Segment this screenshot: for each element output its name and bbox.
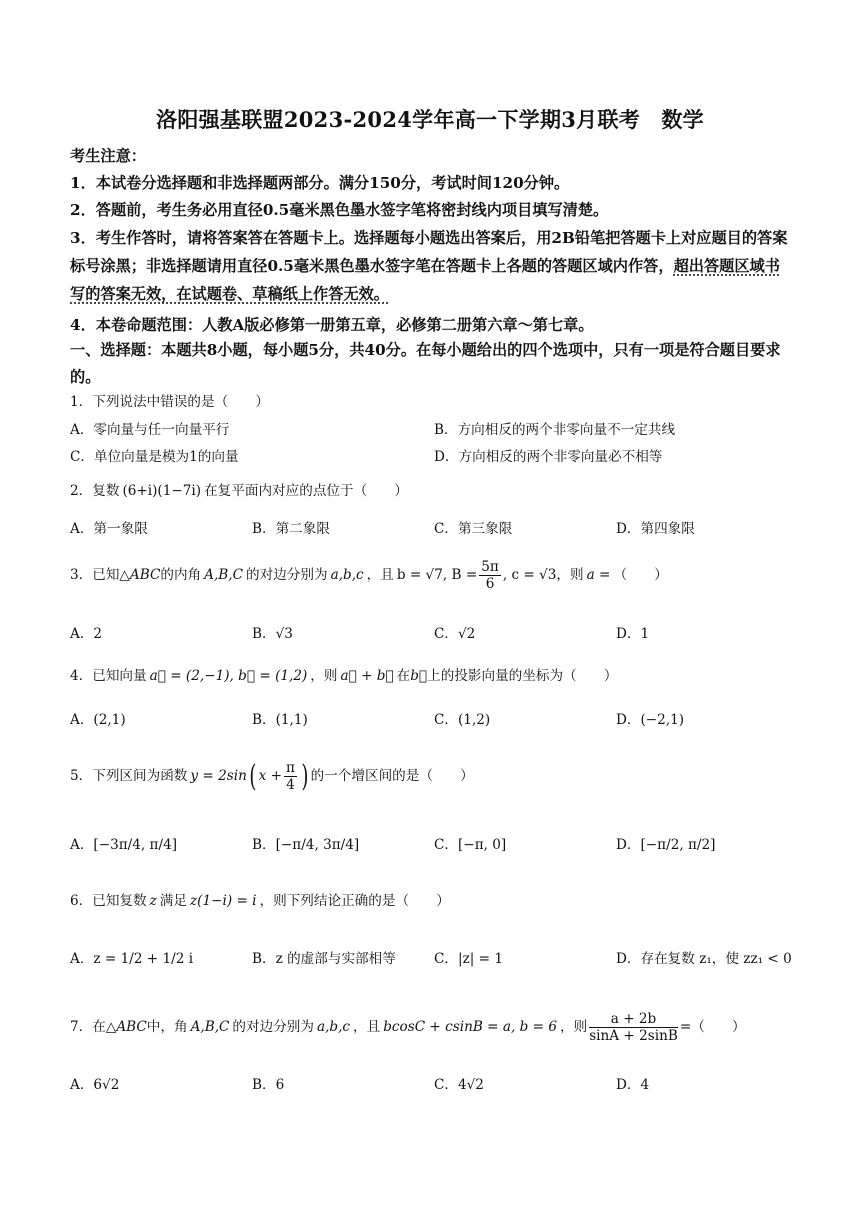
section-heading: 一、选择题：本题共8小题，每小题5分，共40分。在每小题给出的四个选项中，只有一项是符合题目要求的。 <box>70 341 781 386</box>
notice-heading: 考生注意： <box>70 147 146 165</box>
q5-option-d[interactable]: D．[−π/2, π/2] <box>616 837 716 853</box>
question-7: 7．在△ABC中，角 A,B,C 的对边分别为 a,b,c ，且 bcosC + csinB = a, b = 6 ，则 $\frac{a + 2b}{\sin A + 2\sin B}$ =（ ） <box>70 1011 746 1044</box>
q5-option-c[interactable]: C．[−π, 0] <box>434 837 507 853</box>
q6-option-c[interactable]: C．|z| = 1 <box>434 951 503 967</box>
notice-item-4: 4．本卷命题范围：人教A版必修第一册第五章，必修第二册第六章～第七章。 <box>70 316 594 334</box>
q1-option-b[interactable]: B．方向相反的两个非零向量不一定共线 <box>434 422 676 438</box>
question-2: 2．复数 (6+i)(1−7i) 在复平面内对应的点位于（ ） <box>70 483 408 499</box>
q4-option-c[interactable]: C．(1,2) <box>434 712 491 728</box>
question-5: 5．下列区间为函数 y = 2sin( x + $\frac{\pi}{4}$ ) 的一个增区间的是（ ） <box>70 758 474 794</box>
q2-option-c[interactable]: C．第三象限 <box>434 521 513 537</box>
q5-fraction: $\frac{\pi}{4}$ <box>285 760 295 793</box>
q2-option-b[interactable]: B．第二象限 <box>252 521 330 537</box>
q6-option-a[interactable]: A．z = 1/2 + 1/2 i <box>70 951 194 967</box>
question-3: 3．已知△ABC的内角 A,B,C 的对边分别为 a,b,c ，且 b = √7, B = $\frac{5\pi}{6}$ , c = √3，则 a = （ ） <box>70 559 668 592</box>
q5-option-b[interactable]: B．[−π/4, 3π/4] <box>252 837 360 853</box>
q3-option-b[interactable]: B．√3 <box>252 626 293 642</box>
notice-item-2: 2．答题前，考生务必用直径0.5毫米黑色墨水签字笔将密封线内项目填写清楚。 <box>70 201 609 219</box>
q2-option-d[interactable]: D．第四象限 <box>616 521 695 537</box>
notice-item-1: 1．本试卷分选择题和非选择题两部分。满分150分，考试时间120分钟。 <box>70 174 570 192</box>
q2-option-a[interactable]: A．第一象限 <box>70 521 148 537</box>
q3-fraction: $\frac{5\pi}{6}$ <box>481 559 499 592</box>
q7-option-a[interactable]: A．6√2 <box>70 1077 120 1093</box>
question-4: 4．已知向量 a⃗ = (2,−1), b⃗ = (1,2) ，则 a⃗ + b⃗ 在b⃗上的投影向量的坐标为（ ） <box>70 668 618 684</box>
q7-option-d[interactable]: D．4 <box>616 1077 650 1093</box>
q3-option-c[interactable]: C．√2 <box>434 626 476 642</box>
q7-option-b[interactable]: B．6 <box>252 1077 285 1093</box>
q7-option-c[interactable]: C．4√2 <box>434 1077 484 1093</box>
q6-option-d[interactable]: D．存在复数 z₁，使 zz₁ < 0 <box>616 951 792 967</box>
q4-option-b[interactable]: B．(1,1) <box>252 712 308 728</box>
question-6: 6．已知复数 z 满足 z(1−i) = i ，则下列结论正确的是（ ） <box>70 893 450 909</box>
q2-expression: (6+i)(1−7i) <box>122 483 202 499</box>
notice-item-3: 3．考生作答时，请将答案答在答题卡上。选择题每小题选出答案后，用2B铅笔把答题卡上对应题目的答案标号涂黑；非选择题请用直径0.5毫米黑色墨水签字笔在答题卡上各题的答题区域内作答，超出答题区域书写的答案无效，在试题卷、草稿纸上作答无效。 <box>70 229 788 303</box>
question-1: 1．下列说法中错误的是（ ） <box>70 394 269 410</box>
exam-title: 洛阳强基联盟2023-2024学年高一下学期3月联考 数学 <box>156 107 704 132</box>
q5-option-a[interactable]: A．[−3π/4, π/4] <box>70 837 178 853</box>
q3-option-a[interactable]: A．2 <box>70 626 103 642</box>
q6-option-b[interactable]: B．z 的虚部与实部相等 <box>252 951 396 967</box>
q1-option-d[interactable]: D．方向相反的两个非零向量必不相等 <box>434 449 663 465</box>
q4-option-a[interactable]: A．(2,1) <box>70 712 126 728</box>
q4-option-d[interactable]: D．(−2,1) <box>616 712 685 728</box>
q1-option-a[interactable]: A．零向量与任一向量平行 <box>70 422 230 438</box>
q7-fraction: $\frac{a + 2b}{\sin A + 2\sin B}$ <box>589 1011 678 1044</box>
q3-option-d[interactable]: D．1 <box>616 626 650 642</box>
q1-option-c[interactable]: C．单位向量是模为1的向量 <box>70 449 239 465</box>
